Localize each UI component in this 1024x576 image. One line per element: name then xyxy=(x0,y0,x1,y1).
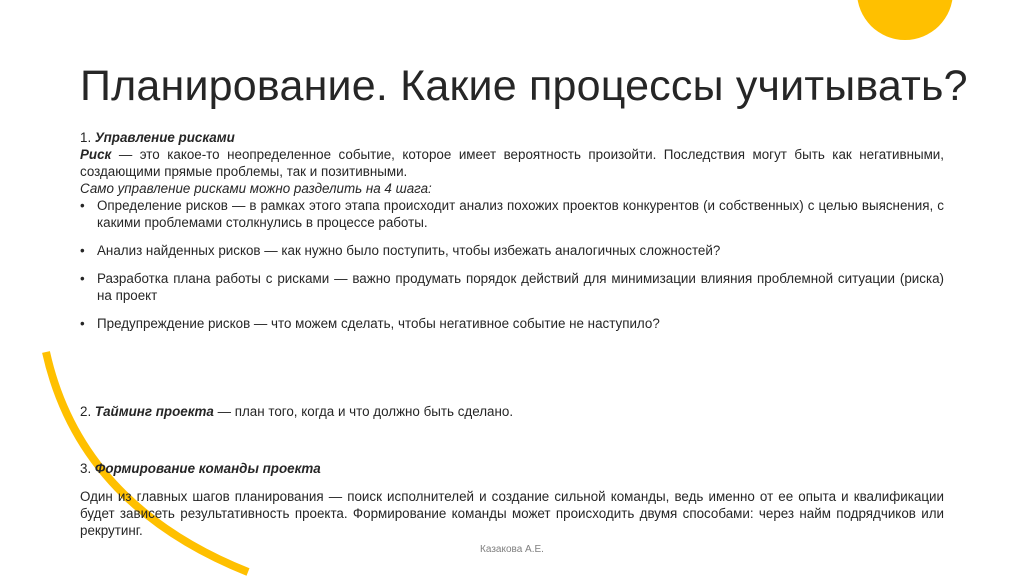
risk-definition xyxy=(80,146,944,180)
list-item xyxy=(80,270,944,304)
section-heading-label: Формирование команды проекта xyxy=(94,461,321,476)
list-item xyxy=(80,315,944,332)
bullet: • xyxy=(80,198,85,213)
bullet: • xyxy=(80,316,85,331)
footer-author: Казакова А.Е. xyxy=(480,544,544,555)
list-item-text: Анализ найденных рисков — как нужно было поступить, чтобы избежать аналогичных сложностей? xyxy=(97,243,721,258)
section-timing xyxy=(80,403,513,420)
steps-list xyxy=(80,197,944,332)
section-team-heading xyxy=(80,460,321,477)
bullet: • xyxy=(80,271,85,286)
slide-title: Планирование. Какие процессы учитывать? xyxy=(80,62,968,110)
section-risk-management xyxy=(80,129,944,343)
section-number: 3. xyxy=(80,461,95,476)
section-heading xyxy=(80,129,944,146)
decorative-circle xyxy=(857,0,953,40)
steps-intro: Само управление рисками можно разделить на 4 шага: xyxy=(80,181,432,196)
section-number: 1. xyxy=(80,130,95,145)
section-team-text: Один из главных шагов планирования — поиск исполнителей и создание сильной команды, ведь именно от ее опыта и квалификации будет зависеть результативность проекта. Формирование команды может происходить двумя способами: через найм подрядчиков или рекрутинг. xyxy=(80,489,944,538)
list-item xyxy=(80,242,944,259)
section-heading-label: Управление рисками xyxy=(94,130,235,145)
list-item-text: Разработка плана работы с рисками — важно продумать порядок действий для минимизации влияния проблемной ситуации (риска) на проект xyxy=(97,271,944,303)
list-item-text: Определение рисков — в рамках этого этапа происходит анализ похожих проектов конкурентов (и собственных) с целью выяснения, с какими проблемами столкнулись в процессе работы. xyxy=(97,198,944,230)
risk-term: Риск xyxy=(80,147,112,162)
list-item-text: Предупреждение рисков — что можем сделать, чтобы негативное событие не наступило? xyxy=(97,316,660,331)
decorative-arc xyxy=(0,330,300,576)
section-text: — план того, когда и что должно быть сделано. xyxy=(213,404,514,419)
risk-definition-text: — это какое-то неопределенное событие, которое имеет вероятность произойти. Последствия могут быть как негативными, создающими прямые проблемы, так и позитивными. xyxy=(80,147,944,179)
bullet: • xyxy=(80,243,85,258)
section-number: 2. xyxy=(80,404,95,419)
list-item xyxy=(80,197,944,231)
section-heading-label: Тайминг проекта xyxy=(94,404,214,419)
